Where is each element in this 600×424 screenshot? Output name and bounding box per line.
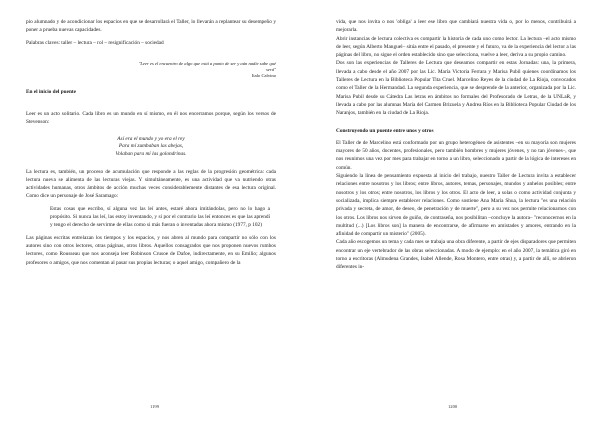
page-number: 1200: [448, 404, 458, 409]
left-column: [26, 18, 276, 267]
section-heading: En el inicio del puente: [26, 88, 77, 95]
poem-line: Volaban para mí las golondrinas.: [115, 150, 187, 157]
poem-line: Así era el mundo y yo era el rey: [117, 135, 185, 142]
right-paragraph-2: Abrir instancias de lectura colectiva es compartir la historia de cada uno como lector. La lectura –el acto mismo de leer, según Alberto Manguel– sitúa entre el pasado, el presente y el futuro, va de la experiencia del lector a las páginas del libro, no sigue el orden establecido sino que selecciona, vuelve a leer, deriva a su propio camino.: [336, 35, 576, 59]
right-paragraph-5: Siguiendo la línea de pensamiento expuesta al inicio del trabajo, nuestro Taller de Lectura invita a establecer relaciones entre nosotros y los libros; entre libros, autores, temas, personajes, mundos y anhelos posibles; entre nosotros y los otros; entre nosotros, los libros y los otros. El acto de leer, a solas o como actividad conjunta y socializada, implica siempre establecer relaciones. Como sostiene Ana María Shua, la lectura "es una relación privada y secreta, de amor, de deseo, de penetración y de muerte", pero a su vez nos permite relacionarnos con los otros. Los libros nos sirven de guiño, de contraseña, nos posibilitan –concluye la autora– "reconocernos en la multitud (...) [Los libros son] la manera de encontrarse, de afirmarse en amistades y amores, entrando en la afinidad de compartir un misterio" (2005).: [336, 173, 576, 238]
right-paragraph-3: Dos son las experiencias de Talleres de Lectura que deseamos compartir en estas Jornadas: una, la primera, llevada a cabo desde el año 2007 por las Lic. María Victoria Ferrara y Marisa Pubil quienes coordinamos los Talleres de Lectura en la Biblioteca Popular Tita Cruel. Marcelino Reyes de la ciudad de La Rioja, convocados como el Taller de la Hermandad. La segunda experiencia, que se desprende de la anterior, organizada por la Lic. Marisa Pubil desde su Cátedra Las letras en ámbitos no formales del Profesorado de Letras, de la UNLaR, y llevada a cabo por las alumnas María del Carmen Brizuela y Andrea Ríos en la Biblioteca Popular Ciudad de los Naranjos, también en la ciudad de La Rioja.: [336, 60, 576, 117]
epigraph: "Leer es el encuentro de algo que está a punto de ser y aún nadie sabe qué será": [138, 60, 276, 72]
left-paragraph-3: La lectura es, también, un proceso de acumulación que responde a las reglas de la progresión geométrica: cada lectura nueva se alimenta de las lecturas viejas. Y simultáneamente, es una actividad que va nutriendo otras actividades humanas, otros ámbitos de acción muchas veces considerablemente distantes de esa lectura original. Como dice un personaje de José Saramago:: [26, 168, 276, 200]
poem-line: Para mí zumbaban las abejas,: [118, 143, 184, 150]
right-paragraph-1: vida, que nos invita o nos 'obliga' a leer ese libro que cambiará nuestra vida o, por lo menos, contribuirá a mejorarla.: [336, 19, 576, 34]
left-paragraph-4: Las páginas escritas entrelazan los tiempos y los espacios, y nos abren al mundo para compartir no sólo con los autores sino con otros lectores, otras páginas, otros libros. Aquellos consagrados que nos proponen nuevos rumbos lectores, como Rousseau que nos aconseja leer Robinson Crusoe de Dafoe, indirectamente, en su Emilio; algunos profesores o amigos, que nos comentan al pasar sus propias lecturas; o aquel amigo, compañero de la: [26, 234, 276, 266]
right-paragraph-6: Cada año escogemos un tema y cada mes se trabaja una obra diferente, a partir de ejes disparadores que permiten encontrar un eje vertebrador de las obras seleccionadas. A modo de ejemplo: en el año 2007, la temática giró en torno a escritoras (Almudena Grandes, Isabel Allende, Rosa Montero, entre otras) y, a partir de allí, se abrieron diferentes in-: [336, 239, 576, 271]
poem: [26, 136, 276, 159]
block-quote: Estas cosas que escribo, sí alguna vez las leí antes, estaré ahora imitándolas, pero no lo hago a propósito. Si nunca las leí, las estoy inventando, y si por el contrario las leí entonces es que las aprendí y tengo el derecho de servirme de ellas como si más fueran o inventadas ahora mismo (1977, p 102): [50, 205, 270, 229]
right-column: [336, 18, 576, 272]
left-paragraph-2: Leer es un acto solitario. Cada libro es un mundo en sí mismo, en él nos encerramos porque, según los versos de Stevenson:: [26, 111, 276, 126]
epigraph-author: Italo Calvino: [251, 72, 276, 78]
page-number: 1199: [150, 404, 160, 409]
keywords: Palabras claves: taller – lectura – rol – resignificación – sociedad: [26, 39, 164, 46]
right-paragraph-4: El Taller de de Marcelino está conformado por un grupo heterogéneo de asistentes –en su mayoría son mujeres mayores de 50 años, docentes, profesionales, pero también hombres y mujeres jóvenes, y no tan jóvenes–, que nos reunimos una vez por mes para trabajar en torno a un libro, seleccionado a partir de la lógica de intereses en común.: [336, 139, 576, 171]
section-heading: Construyendo un puente entre unos y otros: [336, 127, 434, 134]
left-paragraph-1: pio alumnado y de acondicionar los espacios en que se desarrollará el Taller, lo llevarán a replantear su desempeño y poner a prueba nuevas capacidades.: [26, 19, 276, 34]
